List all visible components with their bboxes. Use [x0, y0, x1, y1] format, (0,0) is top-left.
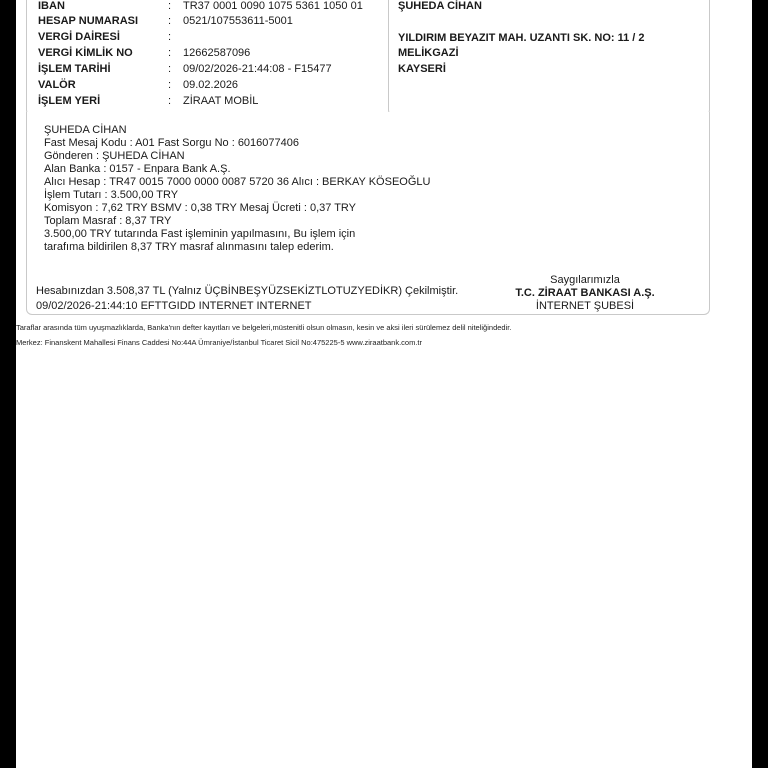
account-number-label: HESAP NUMARASI — [38, 15, 139, 27]
iban-label: IBAN — [38, 0, 65, 12]
detail-line: Fast Mesaj Kodu : A01 Fast Sorgu No : 6016077406 — [44, 137, 299, 149]
withdrawal-statement: Hesabınızdan 3.508,37 TL (Yalnız ÜÇBİNBEŞYÜZSEKİZTLOTUZYEDİKR) Çekilmiştir. — [36, 285, 459, 297]
detail-line: Toplam Masraf : 8,37 TRY — [44, 215, 172, 227]
detail-line: Alıcı Hesap : TR47 0015 7000 0000 0087 5720 36 Alıcı : BERKAY KÖSEOĞLU — [44, 176, 431, 188]
value-date-label: VALÖR — [38, 79, 76, 91]
colon: : — [168, 0, 172, 12]
transaction-reference: 09/02/2026-21:44:10 EFTTGIDD INTERNET INTERNET — [36, 300, 312, 312]
customer-city: KAYSERİ — [398, 63, 446, 75]
customer-district: MELİKGAZİ — [398, 47, 459, 59]
headquarters-address: Merkez: Finanskent Mahallesi Finans Caddesi No:44A Ümraniye/İstanbul Ticaret Sicil No:475225-5 www.ziraatbank.com.tr — [16, 338, 423, 347]
iban-value: TR37 0001 0090 1075 5361 1050 01 — [183, 0, 363, 12]
branch-name: İNTERNET ŞUBESİ — [535, 300, 635, 312]
colon: : — [168, 95, 172, 107]
colon: : — [168, 79, 172, 91]
detail-line: 3.500,00 TRY tutarında Fast işleminin yapılmasını, Bu işlem için — [44, 228, 356, 240]
tax-id-label: VERGİ KİMLİK NO — [38, 47, 133, 59]
bank-name: T.C. ZİRAAT BANKASI A.Ş. — [515, 287, 655, 299]
tax-office-label: VERGİ DAİRESİ — [38, 31, 120, 43]
account-number-value: 0521/107553611-5001 — [183, 15, 293, 27]
transaction-date-value: 09/02/2026-21:44:08 - F15477 — [183, 63, 332, 75]
value-date-value: 09.02.2026 — [183, 79, 239, 91]
colon: : — [168, 31, 172, 43]
transaction-date-label: İŞLEM TARİHİ — [38, 63, 111, 75]
detail-line: Komisyon : 7,62 TRY BSMV : 0,38 TRY Mesaj Ücreti : 0,37 TRY — [44, 202, 357, 214]
regards-text: Saygılarımızla — [550, 274, 620, 286]
customer-address: YILDIRIM BEYAZIT MAH. UZANTI SK. NO: 11 / 2 — [398, 32, 645, 44]
detail-line: tarafıma bildirilen 8,37 TRY masraf alınmasını talep ederim. — [44, 241, 334, 253]
detail-line: ŞUHEDA CİHAN — [44, 124, 127, 136]
detail-line: Alan Banka : 0157 - Enpara Bank A.Ş. — [44, 163, 231, 175]
transaction-place-label: İŞLEM YERİ — [38, 95, 101, 107]
colon: : — [168, 63, 172, 75]
colon: : — [168, 15, 172, 27]
transaction-place-value: ZİRAAT MOBİL — [183, 95, 259, 107]
customer-name: ŞUHEDA CİHAN — [398, 0, 482, 12]
detail-line: İşlem Tutarı : 3.500,00 TRY — [44, 189, 179, 201]
detail-line: Gönderen : ŞUHEDA CİHAN — [44, 150, 185, 162]
tax-id-value: 12662587096 — [183, 47, 251, 59]
colon: : — [168, 47, 172, 59]
legal-disclaimer: Taraflar arasında tüm uyuşmazlıklarda, Banka'nın defter kayıtları ve belgeleri,müstenitli olsun olmasın, kesin ve aksi ileri sürülemez delil niteliğindedir. — [16, 323, 512, 332]
